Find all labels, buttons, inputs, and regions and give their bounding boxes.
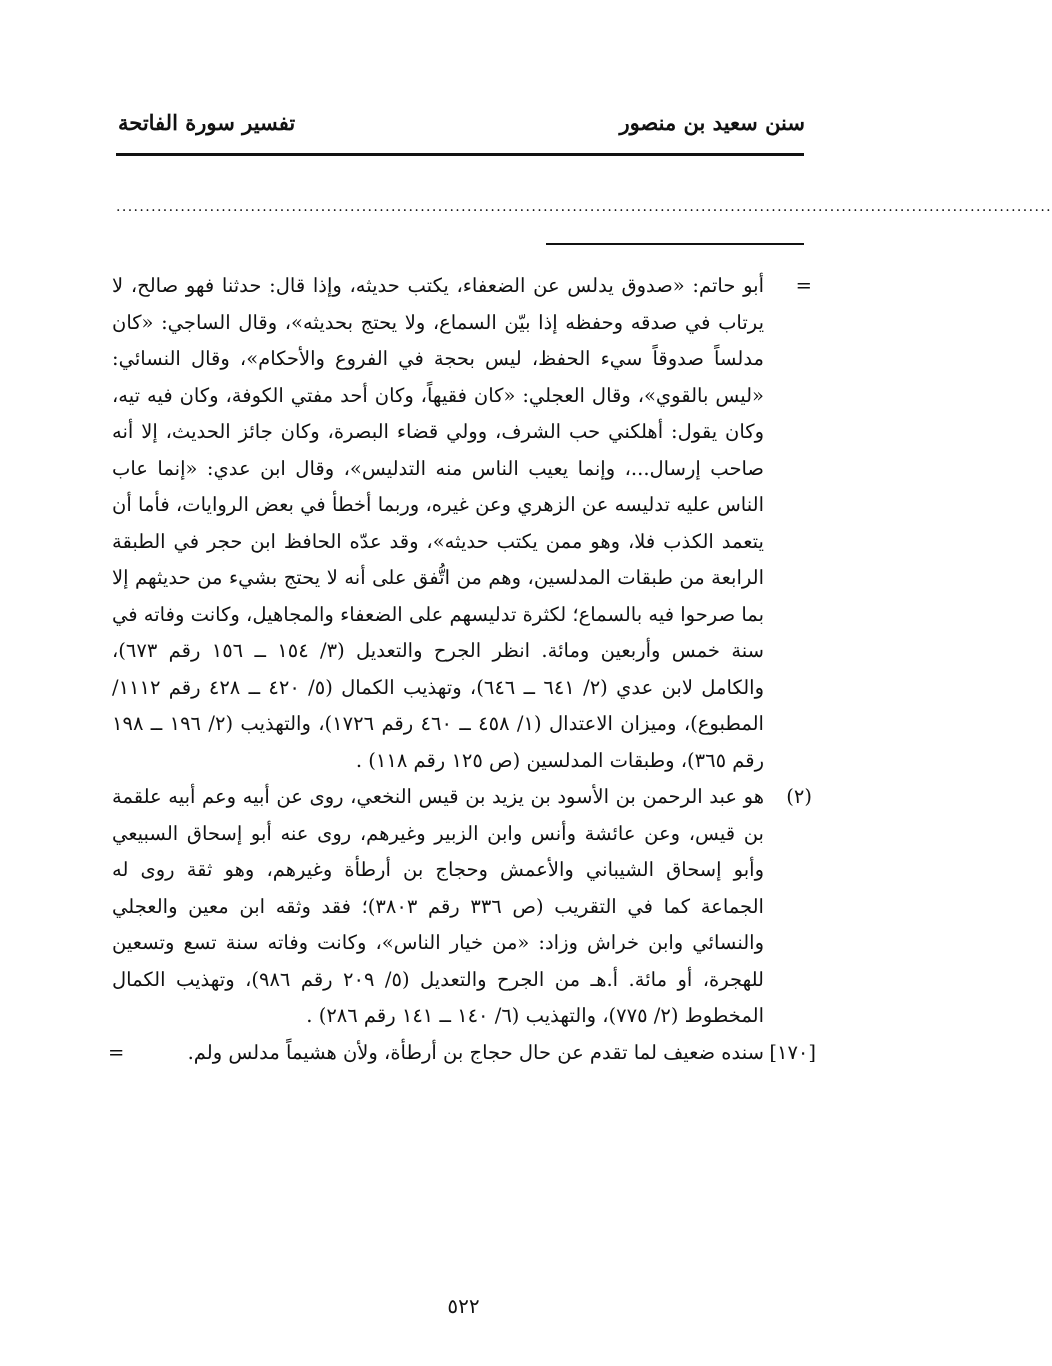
footnote-marker: (٢) [786, 785, 812, 808]
footnote-170 [108, 1035, 816, 1072]
footnote-continued [112, 268, 812, 779]
footnotes-block [108, 268, 816, 1071]
continuation-mark: = [108, 1040, 125, 1064]
footnote-marker: [١٧٠] [769, 1040, 816, 1064]
footnote-text: هو عبد الرحمن بن الأسود بن يزيد بن قيس النخعي، روى عن أبيه وعم أبيه علقمة بن قيس، وعن عائشة وأنس وابن الزبير وغيرهم، روى عنه أبو إسحاق السبيعي وأبو إسحاق الشيباني والأعمش وحجاج بن أرطأة وغيرهم، وهو ثقة روى له الجماعة كما في التقريب (ص ٣٣٦ رقم ٣٨٠٣)؛ فقد وثقه ابن معين والعجلي والنسائي وابن خراش وزاد: «من خيار الناس»، وكانت وفاته سنة تسع وتسعين للهجرة، أو مائة. أ.هـ من الجرح والتعديل (٥/ ٢٠٩ رقم ٩٨٦)، وتهذيب الكمال المخطوط (٢/ ٧٧٥)، والتهذيب (٦/ ١٤٠ ــ ١٤١ رقم ٢٨٦) . [112, 785, 764, 1027]
running-header-book-title: سنن سعيد بن منصور [619, 110, 805, 135]
footnote-marker: = [795, 274, 812, 297]
header-rule [116, 153, 804, 156]
page-number: ٥٢٢ [447, 1294, 480, 1318]
footnote-text: أبو حاتم: «صدوق يدلس عن الضعفاء، يكتب حديثه، وإذا قال: حدثنا فهو صالح، لا يرتاب في صدقه وحفظه إذا بيّن السماع، ولا يحتج بحديثه»، وقال الساجي: «كان مدلساً صدوقاً سيء الحفظ، ليس بحجة في الفروع والأحكام»، وقال النسائي: «ليس بالقوي»، وقال العجلي: «كان فقيهاً، وكان أحد مفتي الكوفة، وكان فيه تيه، وكان يقول: أهلكني حب الشرف، وولي قضاء البصرة، وكان جائز الحديث، إلا أنه صاحب إرسال...، وإنما يعيب الناس منه التدليس»، وقال ابن عدي: «إنما عاب الناس عليه تدليسه عن الزهري وعن غيره، وربما أخطأ في بعض الروايات، فأما أن يتعمد الكذب فلا، وهو ممن يكتب حديثه»، وقد عدّه الحافظ ابن حجر في الطبقة الرابعة من طبقات المدلسين، وهم من اتُّفق على أنه لا يحتج بشيء من حديثهم إلا بما صرحوا فيه بالسماع؛ لكثرة تدليسهم على الضعفاء والمجاهيل، وكانت وفاته في سنة خمس وأربعين ومائة. انظر الجرح والتعديل (٣/ ١٥٤ ــ ١٥٦ رقم ٦٧٣)، والكامل لابن عدي (٢/ ٦٤١ ــ ٦٤٦)، وتهذيب الكمال (٥/ ٤٢٠ ــ ٤٢٨ رقم ١١١٢/ المطبوع)، وميزان الاعتدال (١/ ٤٥٨ ــ ٤٦٠ رقم ١٧٢٦)، والتهذيب (٢/ ١٩٦ ــ ١٩٨ رقم ٣٦٥)، وطبقات المدلسين (ص ١٢٥ رقم ١١٨) . [112, 274, 764, 772]
footnote-2 [112, 779, 812, 1035]
dotted-separator: ................................................................................................................................................................ [116, 199, 1052, 215]
running-header-section-title: تفسير سورة الفاتحة [118, 110, 296, 135]
footnote-rule [546, 243, 804, 245]
footnote-text: سنده ضعيف لما تقدم عن حال حجاج بن أرطأة، ولأن هشيماً مدلس ولم. [187, 1040, 764, 1064]
